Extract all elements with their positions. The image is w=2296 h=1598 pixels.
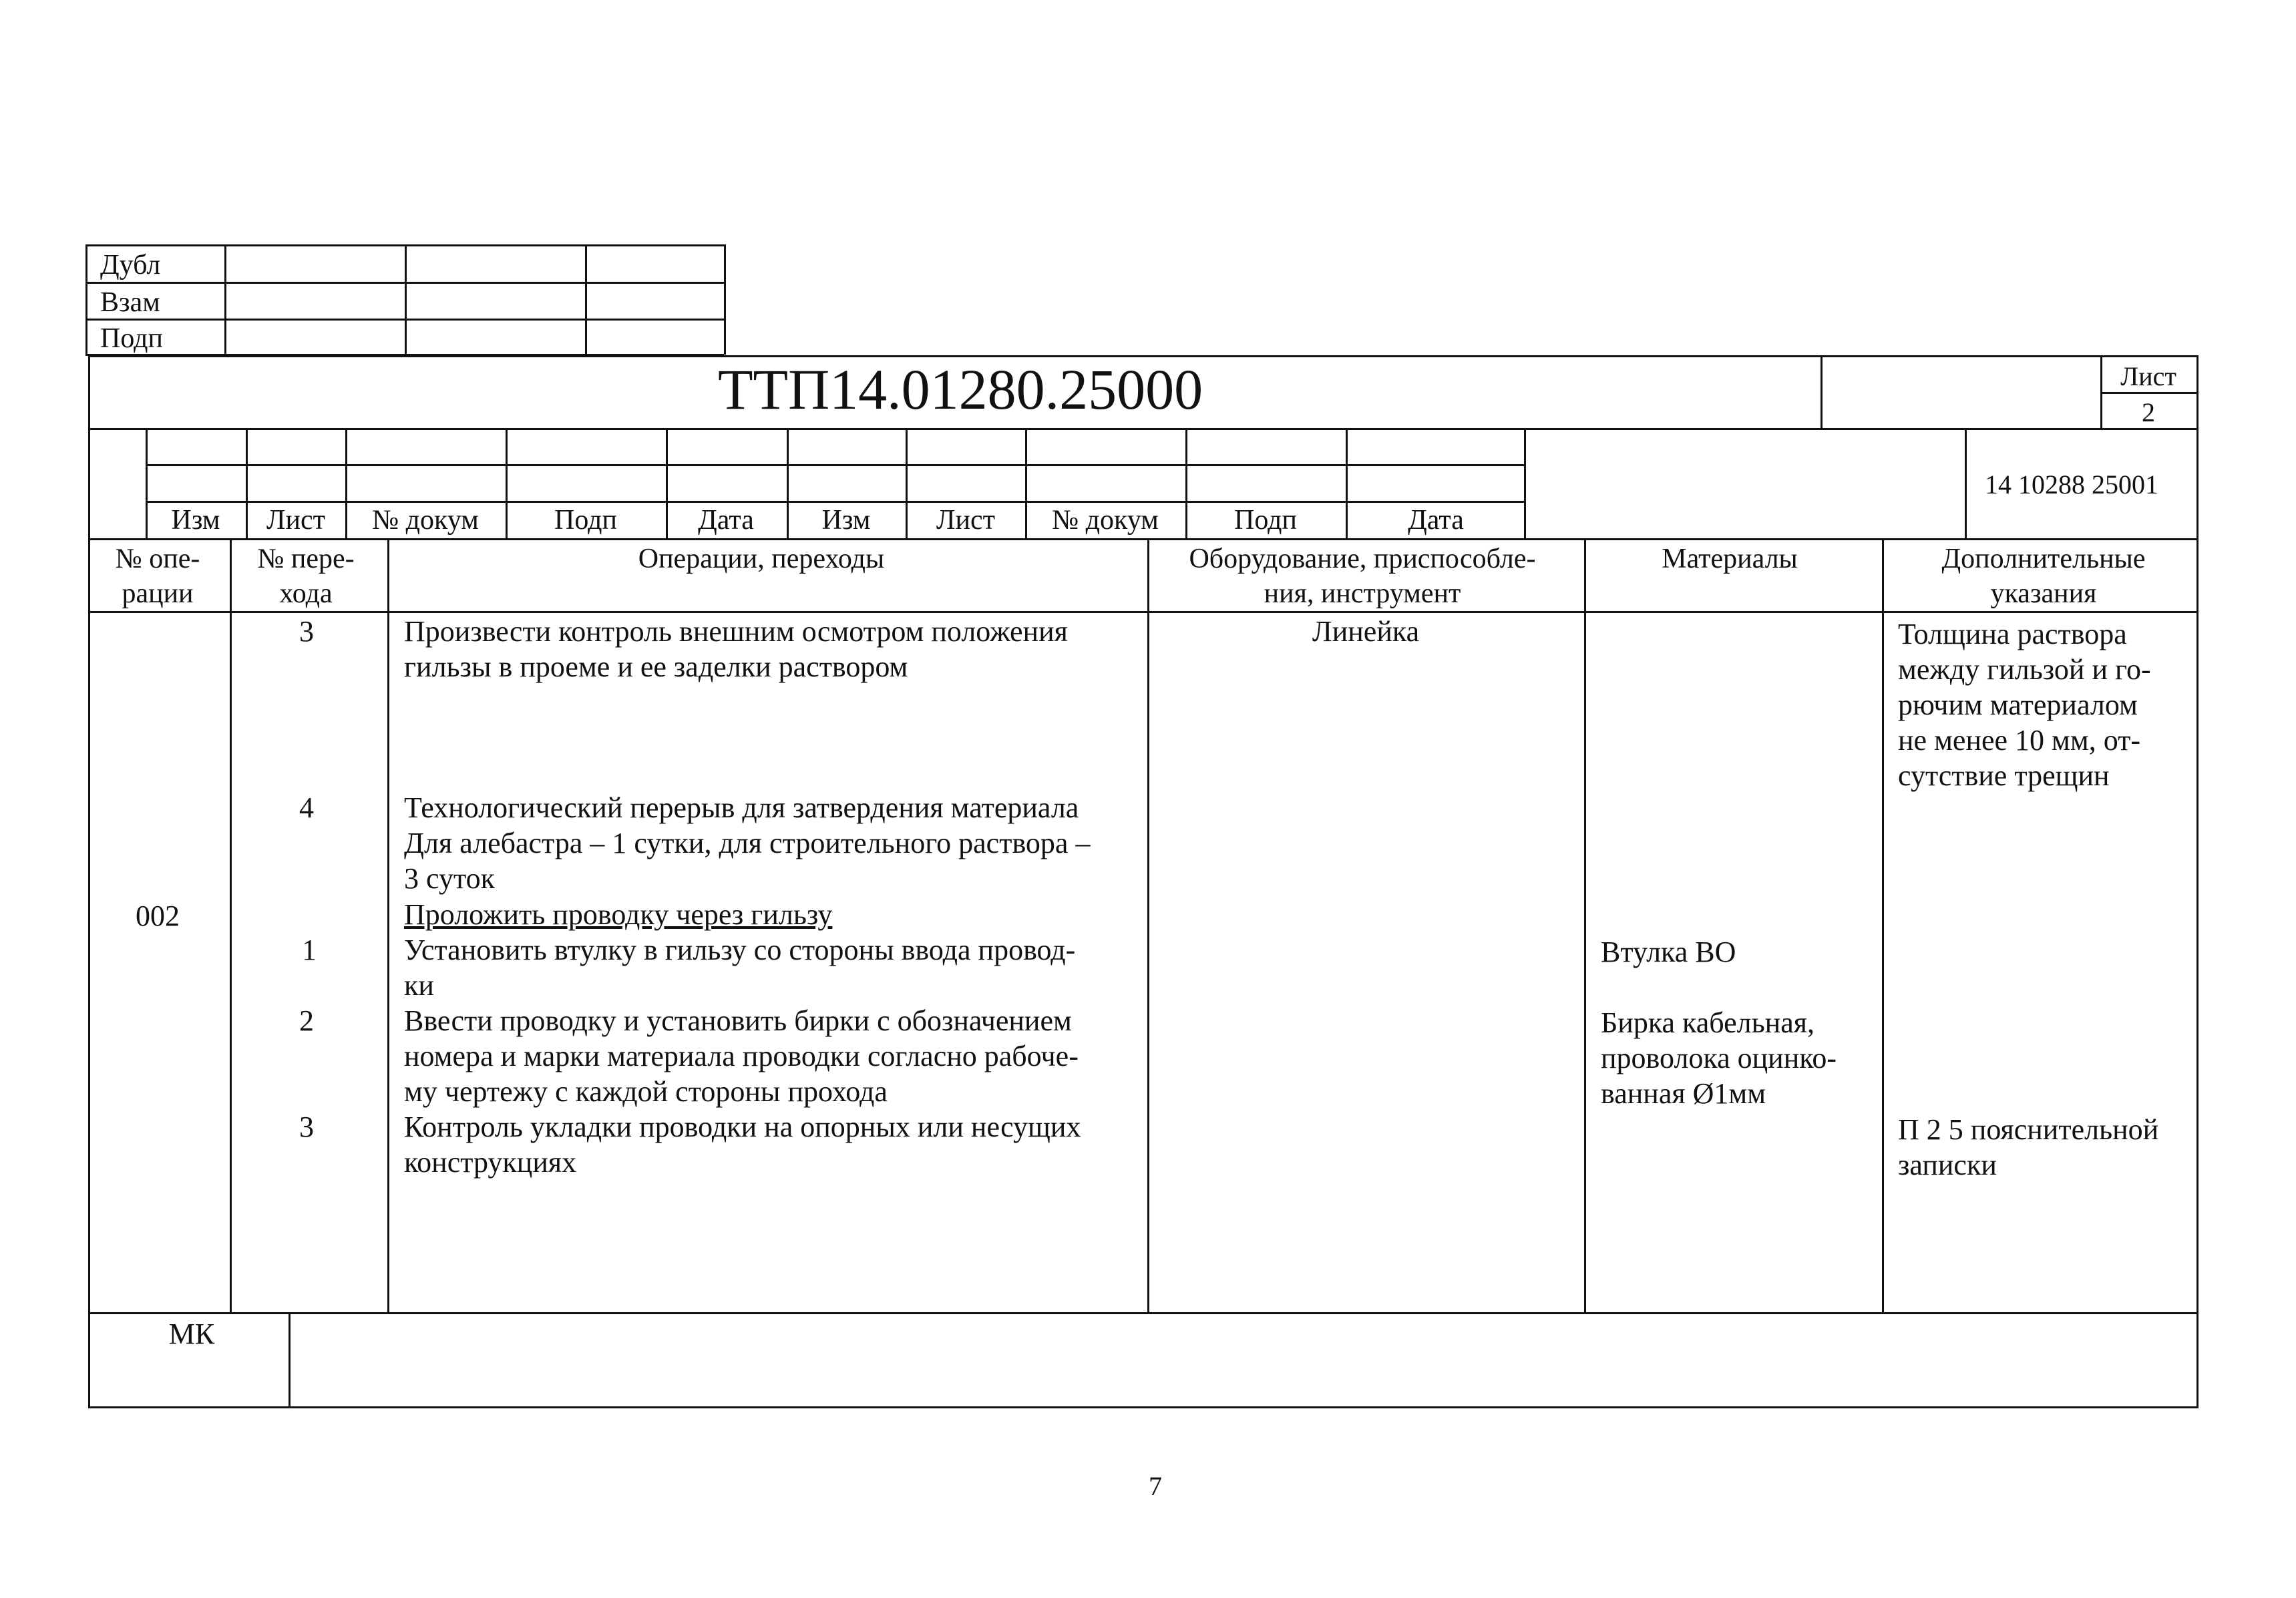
transition-number: 4	[299, 791, 314, 824]
notes-cell: Толщина раствора	[1898, 618, 2127, 650]
approval-row-label: Дубл	[100, 250, 161, 280]
approval-row-label: Подп	[100, 323, 163, 354]
notes-cell: П 2 5 пояснительной	[1898, 1113, 2159, 1146]
notes-cell: не менее 10 мм, от-	[1898, 724, 2141, 757]
transition-text: Ввести проводку и установить бирки с обозначением	[404, 1004, 1072, 1037]
transition-text: номера и марки материала проводки согласно рабоче-	[404, 1040, 1079, 1072]
transition-text: ки	[404, 969, 434, 1002]
transition-text: 3 суток	[404, 862, 495, 895]
change-col-header: Дата	[1408, 505, 1464, 536]
notes-cell: рючим материалом	[1898, 688, 2138, 721]
materials-cell: ванная Ø1мм	[1601, 1077, 1766, 1110]
transition-text: конструкциях	[404, 1146, 577, 1179]
transition-number: 3	[299, 1111, 314, 1143]
header-equipment: ния, инструмент	[1264, 578, 1461, 609]
operation-number: 002	[136, 900, 180, 932]
transition-number: 1	[302, 934, 317, 966]
sheet-number: 2	[2142, 397, 2155, 427]
transition-text: Установить втулку в гильзу со стороны ввода провод-	[404, 934, 1076, 966]
change-col-header: Изм	[821, 505, 871, 536]
transition-text: гильзы в проеме и ее заделки раствором	[404, 650, 908, 683]
transition-text: му чертежу с каждой стороны прохода	[404, 1075, 888, 1108]
materials-cell: Бирка кабельная,	[1601, 1006, 1814, 1039]
header-notes: Дополнительные	[1941, 544, 2146, 574]
header-operation-no: рации	[122, 578, 194, 609]
transition-number: 2	[299, 1004, 314, 1037]
change-col-header: Изм	[171, 505, 220, 536]
header-transition-no: хода	[279, 578, 333, 609]
transition-text: Контроль укладки проводки на опорных или несущих	[404, 1111, 1081, 1143]
header-transition-no: № пере-	[257, 544, 355, 574]
document-code: ТТП14.01280.25000	[718, 357, 1203, 421]
change-col-header: Дата	[698, 505, 754, 536]
change-col-header: Подп	[1234, 505, 1297, 536]
equipment-cell: Линейка	[1312, 615, 1420, 648]
materials-cell: проволока оцинко-	[1601, 1042, 1837, 1074]
transition-number: 3	[299, 615, 314, 648]
materials-cell: Втулка ВО	[1601, 936, 1736, 968]
header-materials: Материалы	[1662, 544, 1798, 574]
operation-heading: Проложить проводку через гильзу	[404, 898, 833, 931]
transition-text: Технологический перерыв для затвердения материала	[404, 791, 1079, 824]
notes-cell: записки	[1898, 1149, 1997, 1181]
header-operations: Операции, переходы	[638, 544, 885, 574]
change-col-header: № докум	[372, 505, 479, 536]
change-col-header: № докум	[1052, 505, 1159, 536]
change-col-header: Лист	[936, 505, 995, 536]
change-col-header: Подп	[554, 505, 617, 536]
page-number: 7	[1149, 1471, 1162, 1501]
transition-text: Для алебастра – 1 сутки, для строительного раствора –	[404, 827, 1091, 859]
header-operation-no: № опе-	[115, 544, 200, 574]
approval-row-label: Взам	[100, 287, 160, 318]
transition-text: Произвести контроль внешним осмотром положения	[404, 615, 1068, 648]
notes-cell: сутствие трещин	[1898, 759, 2110, 792]
header-notes: указания	[1990, 578, 2097, 609]
sheet-label: Лист	[2120, 361, 2176, 391]
footer-label: МК	[168, 1318, 215, 1350]
document-number: 14 10288 25001	[1985, 469, 2158, 500]
change-col-header: Лист	[266, 505, 325, 536]
notes-cell: между гильзой и го-	[1898, 653, 2151, 686]
header-equipment: Оборудование, приспособле-	[1189, 544, 1536, 574]
